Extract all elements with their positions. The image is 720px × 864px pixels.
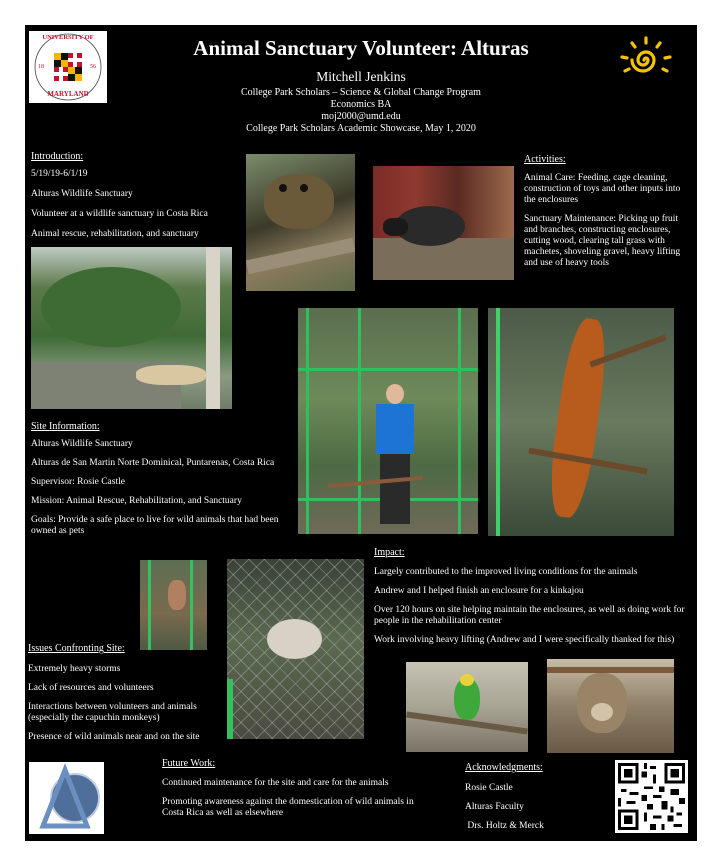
site-information-line: Alturas Wildlife Sanctuary: [31, 439, 133, 449]
impact-line: Andrew and I helped finish an enclosure for a kinkajou: [374, 586, 584, 596]
email-line[interactable]: moj2000@umd.edu: [321, 111, 401, 122]
impact-line: Work involving heavy lifting (Andrew and I were specifically thanked for this): [374, 635, 675, 645]
site-information-heading: Site Information:: [31, 421, 100, 432]
peccary-photo: [373, 166, 514, 280]
sanctuary-grounds-photo: [31, 247, 232, 409]
qr-code-icon[interactable]: [615, 760, 688, 833]
activities-section: [524, 154, 686, 269]
activities-line: Sanctuary Maintenance: Picking up fruit and branches, constructing enclosures, cutting wood, clearing tall grass with machetes, shoveling gravel, heavy lifting and use of heavy tools: [524, 214, 681, 268]
event-line: College Park Scholars Academic Showcase, May 1, 2020: [246, 123, 476, 134]
activities-line: Animal Care: Feeding, cage cleaning, construction of toys and other inputs into the enclosures: [524, 173, 681, 205]
acknowledgments-line: Alturas Faculty: [465, 802, 524, 812]
poster: [25, 25, 697, 841]
volunteer-photo: [298, 308, 478, 534]
global-change-logo: [29, 762, 104, 834]
poster-title: Animal Sanctuary Volunteer: Alturas: [193, 36, 529, 60]
site-information-line: Alturas de San Martin Norte Dominical, Puntarenas, Costa Rica: [31, 458, 275, 468]
parrot-photo: [406, 662, 528, 752]
umd-bottom-text: MARYLAND: [47, 90, 89, 98]
issues-section: [28, 643, 238, 743]
activities-heading: Activities:: [524, 154, 566, 165]
future-work-section: [162, 758, 427, 819]
issues-heading: Issues Confronting Site:: [28, 643, 125, 654]
future-work-line: Continued maintenance for the site and care for the animals: [162, 778, 389, 788]
sloth-photo: [547, 659, 674, 753]
site-information-line: Mission: Animal Rescue, Rehabilitation, and Sanctuary: [31, 496, 242, 506]
acknowledgments-line: Drs. Holtz & Merck: [465, 821, 544, 831]
introduction-line: Animal rescue, rehabilitation, and sanctuary: [31, 229, 199, 239]
introduction-line: Alturas Wildlife Sanctuary: [31, 189, 133, 199]
site-information-line: Goals: Provide a safe place to live for wild animals that had been owned as pets: [31, 515, 279, 536]
issues-line: Lack of resources and volunteers: [28, 683, 154, 693]
acknowledgments-line: Rosie Castle: [465, 783, 513, 793]
future-work-line: Promoting awareness against the domestication of wild animals in Costa Rica as well as elsewhere: [162, 797, 414, 818]
site-information-line: Supervisor: Rosie Castle: [31, 477, 125, 487]
impact-section: [374, 547, 694, 646]
umd-top-text: UNIVERSITY OF: [42, 34, 94, 41]
umd-year-right: 56: [90, 64, 96, 70]
issues-line: Extremely heavy storms: [28, 664, 121, 674]
spider-monkey-photo: [488, 308, 674, 536]
kinkajou-photo: [246, 154, 355, 291]
issues-line: Presence of wild animals near and on the site: [28, 732, 200, 742]
introduction-line: Volunteer at a wildlife sanctuary in Costa Rica: [31, 209, 208, 219]
impact-line: Largely contributed to the improved living conditions for the animals: [374, 567, 638, 577]
introduction-heading: Introduction:: [31, 151, 84, 162]
introduction-section: [31, 151, 246, 240]
acknowledgments-section: [465, 762, 605, 832]
impact-heading: Impact:: [374, 547, 405, 558]
program-line: College Park Scholars – Science & Global Change Program: [241, 87, 481, 98]
acknowledgments-heading: Acknowledgments:: [465, 762, 543, 773]
future-work-heading: Future Work:: [162, 758, 216, 769]
umd-year-left: 18: [38, 64, 44, 70]
issues-line: Interactions between volunteers and animals (especially the capuchin monkeys): [28, 702, 197, 723]
introduction-line: 5/19/19-6/1/19: [31, 169, 88, 179]
opossum-photo: [227, 559, 364, 739]
capuchin-photo: [140, 560, 207, 650]
site-information-section: [31, 421, 289, 537]
author-name: Mitchell Jenkins: [316, 69, 406, 84]
major-line: Economics BA: [330, 99, 392, 110]
impact-line: Over 120 hours on site helping maintain the enclosures, as well as doing work for people in the rehabilitation center: [374, 605, 685, 626]
